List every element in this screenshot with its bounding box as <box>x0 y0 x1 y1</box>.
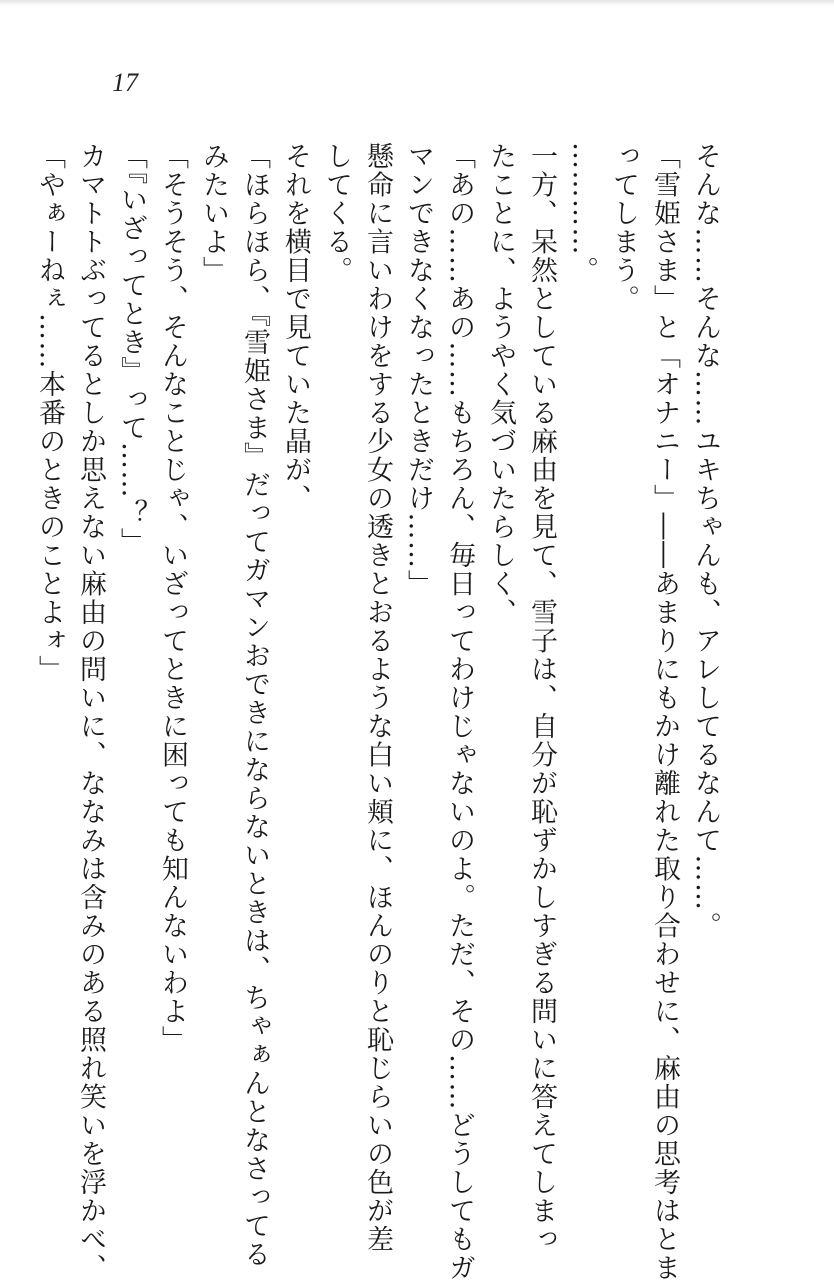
text-line: 懸命に言いわけをする少女の透きとおるような白い頬に、ほんのりと恥じらいの色が差 <box>362 142 393 1254</box>
text-line: たことに、ようやく気づいたらしく、 <box>485 142 516 627</box>
text-line: 「あの……あの……もちろん、毎日ってわけじゃないのよ。ただ、その……どうしてもガ <box>444 142 475 1282</box>
text-line: ってしまう。 <box>608 142 639 313</box>
text-line: 「そうそう、そんなことじゃ、いざってときに困っても知んないわよ」 <box>157 142 188 1054</box>
text-line: 「『いざってとき』って……？」 <box>116 142 147 556</box>
text-line: 「やぁーねぇ……本番のときのことよォ」 <box>34 142 65 684</box>
text-line: 一方、呆然としている麻由を見て、雪子は、自分が恥ずかしすぎる問いに答えてしまっ <box>526 142 557 1254</box>
text-line: それを横目で見ていた晶が、 <box>280 142 311 513</box>
text-line: マンできなくなったときだけ……」 <box>403 142 434 598</box>
novel-body-text <box>34 142 726 1282</box>
page-number: 17 <box>112 68 138 97</box>
text-line: カマトトぶってるとしか思えない麻由の問いに、ななみは含みのある照れ笑いを浮かべ、 <box>75 142 106 1282</box>
text-line: してくる。 <box>321 142 352 285</box>
text-line: みたいよ」 <box>198 142 229 285</box>
page-top-edge <box>0 0 834 6</box>
text-line: 「ほらほら、『雪姫さま』だってガマンおできにならないときは、ちゃぁんとなさってる <box>239 142 270 1269</box>
text-line: …………。 <box>567 142 598 285</box>
text-line: そんな……そんな……ユキちゃんも、アレしてるなんて……。 <box>690 142 721 940</box>
text-line: 「雪姫さま」と「オナニー」――あまりにもかけ離れた取り合わせに、麻由の思考はとま <box>649 142 680 1282</box>
